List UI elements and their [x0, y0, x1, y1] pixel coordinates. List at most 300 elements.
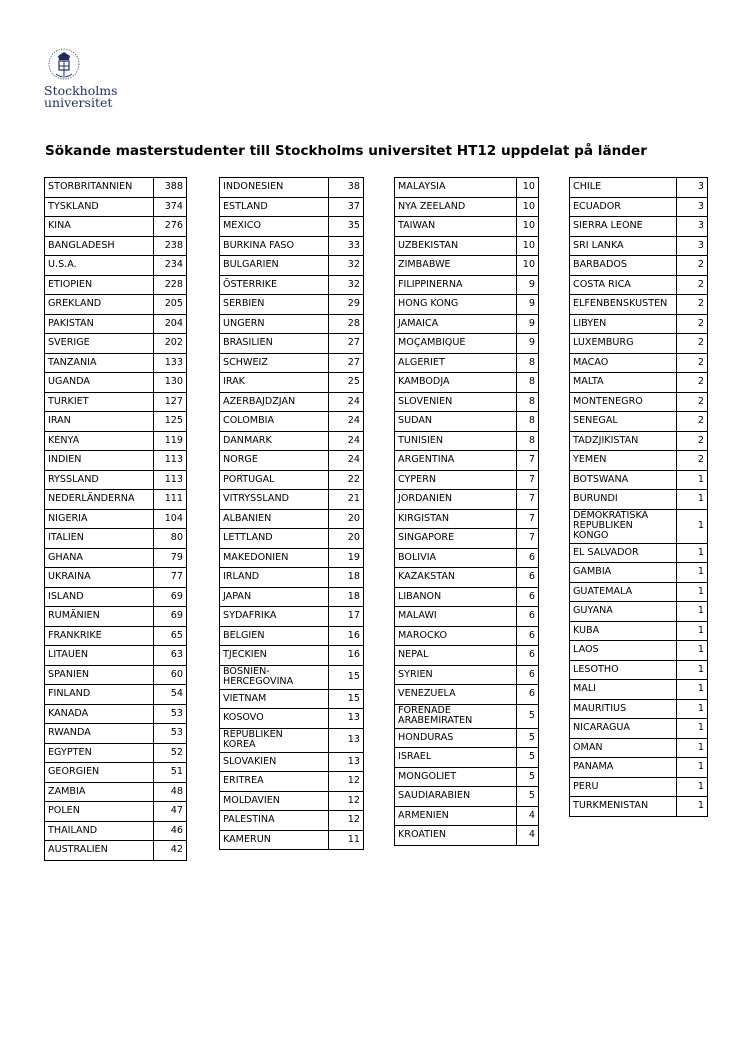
country-name: IRLAND: [220, 568, 329, 588]
country-name: LUXEMBURG: [570, 334, 677, 354]
applicant-count: 2: [677, 392, 708, 412]
country-name: UNGERN: [220, 314, 329, 334]
country-name: ZIMBABWE: [395, 256, 517, 276]
table-row: [45, 743, 187, 763]
country-name: OMAN: [570, 738, 677, 758]
country-name: ALGERIET: [395, 353, 517, 373]
applicant-count: 65: [154, 626, 187, 646]
country-name: ÖSTERRIKE: [220, 275, 329, 295]
table-row: [395, 607, 539, 627]
table-row: [45, 275, 187, 295]
table-row: [45, 373, 187, 393]
applicant-count: 18: [329, 568, 364, 588]
applicant-count: 42: [154, 841, 187, 861]
table-row: [45, 217, 187, 237]
applicant-count: 6: [517, 626, 539, 646]
country-name: MAURITIUS: [570, 699, 677, 719]
table-row: [220, 275, 364, 295]
table-row: [45, 548, 187, 568]
country-name: LESOTHO: [570, 660, 677, 680]
applicant-count: 8: [517, 431, 539, 451]
table-row: [45, 782, 187, 802]
applicant-count: 12: [329, 811, 364, 831]
table-row: [220, 509, 364, 529]
country-name: BOLIVIA: [395, 548, 517, 568]
country-table-1: [44, 177, 187, 861]
applicant-count: 204: [154, 314, 187, 334]
table-row: [220, 197, 364, 217]
applicant-count: 19: [329, 548, 364, 568]
table-row: [570, 660, 708, 680]
country-name: TJECKIEN: [220, 646, 329, 666]
table-row: [220, 490, 364, 510]
country-name: LETTLAND: [220, 529, 329, 549]
table-row: [220, 353, 364, 373]
table-row: [395, 626, 539, 646]
country-name: TYSKLAND: [45, 197, 154, 217]
table-row: [395, 275, 539, 295]
applicant-count: 20: [329, 529, 364, 549]
country-name: ETIOPIEN: [45, 275, 154, 295]
table-row: [570, 451, 708, 471]
table-row: [45, 763, 187, 783]
applicant-count: 1: [677, 797, 708, 817]
table-row: [220, 392, 364, 412]
country-name: SAUDIARABIEN: [395, 787, 517, 807]
applicant-count: 2: [677, 431, 708, 451]
table-row: [395, 529, 539, 549]
table-row: [395, 685, 539, 705]
country-name: NEPAL: [395, 646, 517, 666]
country-name: BOTSWANA: [570, 470, 677, 490]
applicant-count: 20: [329, 509, 364, 529]
table-row: [45, 197, 187, 217]
table-row: [570, 641, 708, 661]
country-name: FINLAND: [45, 685, 154, 705]
applicant-count: 113: [154, 451, 187, 471]
table-row: [395, 217, 539, 237]
country-name: RYSSLAND: [45, 470, 154, 490]
applicant-count: 1: [677, 719, 708, 739]
table-row: [395, 568, 539, 588]
country-name: LITAUEN: [45, 646, 154, 666]
country-name: INDONESIEN: [220, 178, 329, 198]
table-row: [220, 295, 364, 315]
applicant-count: 6: [517, 685, 539, 705]
table-row: [45, 314, 187, 334]
applicant-count: 79: [154, 548, 187, 568]
country-name: BOSNIEN- HERCEGOVINA: [220, 665, 329, 689]
country-table-2: [219, 177, 364, 850]
applicant-count: 1: [677, 543, 708, 563]
table-row: [395, 451, 539, 471]
applicant-count: 205: [154, 295, 187, 315]
country-name: CYPERN: [395, 470, 517, 490]
table-row: [570, 392, 708, 412]
country-name: NORGE: [220, 451, 329, 471]
country-name: LAOS: [570, 641, 677, 661]
applicant-count: 4: [517, 806, 539, 826]
table-row: [220, 236, 364, 256]
applicant-count: 69: [154, 607, 187, 627]
table-row: [220, 548, 364, 568]
applicant-count: 9: [517, 295, 539, 315]
table-row: [220, 626, 364, 646]
table-row: [570, 582, 708, 602]
country-name: NIGERIA: [45, 509, 154, 529]
page-title: Sökande masterstudenter till Stockholms universitet HT12 uppdelat på länder: [45, 143, 647, 159]
applicant-count: 3: [677, 217, 708, 237]
country-name: GAMBIA: [570, 563, 677, 583]
table-row: [220, 791, 364, 811]
applicant-count: 1: [677, 490, 708, 510]
applicant-count: 10: [517, 236, 539, 256]
applicant-count: 10: [517, 197, 539, 217]
table-row: [45, 509, 187, 529]
applicant-count: 1: [677, 738, 708, 758]
applicant-count: 2: [677, 295, 708, 315]
table-row: [220, 709, 364, 729]
table-row: [395, 548, 539, 568]
table-row: [395, 704, 539, 728]
country-name: KROATIEN: [395, 826, 517, 846]
country-name: MONTENEGRO: [570, 392, 677, 412]
country-name: GUYANA: [570, 602, 677, 622]
university-seal-icon: [44, 46, 84, 82]
country-name: SYDAFRIKA: [220, 607, 329, 627]
table-row: [570, 373, 708, 393]
country-name: FÖRENADE ARABEMIRATEN: [395, 704, 517, 728]
applicant-count: 113: [154, 470, 187, 490]
applicant-count: 27: [329, 334, 364, 354]
applicant-count: 8: [517, 373, 539, 393]
table-row: [570, 719, 708, 739]
country-name: MOÇAMBIQUE: [395, 334, 517, 354]
table-row: [45, 626, 187, 646]
applicant-count: 7: [517, 470, 539, 490]
country-table-4: [569, 177, 708, 817]
country-name: COLOMBIA: [220, 412, 329, 432]
applicant-count: 80: [154, 529, 187, 549]
country-name: KINA: [45, 217, 154, 237]
country-name: KAMBODJA: [395, 373, 517, 393]
applicant-count: 5: [517, 704, 539, 728]
table-row: [45, 665, 187, 685]
country-name: MALTA: [570, 373, 677, 393]
country-name: UGANDA: [45, 373, 154, 393]
applicant-count: 52: [154, 743, 187, 763]
table-row: [570, 699, 708, 719]
applicant-count: 2: [677, 412, 708, 432]
applicant-count: 2: [677, 256, 708, 276]
country-name: SINGAPORE: [395, 529, 517, 549]
table-row: [220, 607, 364, 627]
country-name: VIETNAM: [220, 689, 329, 709]
applicant-count: 7: [517, 509, 539, 529]
country-name: COSTA RICA: [570, 275, 677, 295]
table-row: [395, 353, 539, 373]
table-row: [395, 373, 539, 393]
applicant-count: 2: [677, 353, 708, 373]
table-row: [220, 529, 364, 549]
country-name: JORDANIEN: [395, 490, 517, 510]
country-name: KAZAKSTAN: [395, 568, 517, 588]
table-row: [220, 178, 364, 198]
country-name: HONDURAS: [395, 728, 517, 748]
table-row: [395, 470, 539, 490]
table-row: [570, 353, 708, 373]
country-name: KIRGISTAN: [395, 509, 517, 529]
country-name: ISLAND: [45, 587, 154, 607]
country-name: BURKINA FASO: [220, 236, 329, 256]
applicant-count: 18: [329, 587, 364, 607]
applicant-count: 228: [154, 275, 187, 295]
table-row: [395, 256, 539, 276]
applicant-count: 2: [677, 373, 708, 393]
country-name: SENEGAL: [570, 412, 677, 432]
table-row: [45, 490, 187, 510]
country-name: PERU: [570, 777, 677, 797]
country-name: DANMARK: [220, 431, 329, 451]
table-row: [220, 431, 364, 451]
table-row: [395, 767, 539, 787]
applicant-count: 374: [154, 197, 187, 217]
table-row: [395, 314, 539, 334]
country-name: SVERIGE: [45, 334, 154, 354]
table-row: [220, 665, 364, 689]
table-row: [220, 587, 364, 607]
applicant-count: 8: [517, 392, 539, 412]
country-name: FILIPPINERNA: [395, 275, 517, 295]
applicant-count: 1: [677, 563, 708, 583]
table-row: [395, 334, 539, 354]
table-row: [220, 646, 364, 666]
applicant-count: 16: [329, 646, 364, 666]
country-name: SLOVAKIEN: [220, 752, 329, 772]
applicant-count: 111: [154, 490, 187, 510]
applicant-count: 8: [517, 412, 539, 432]
logo-line-2: universitet: [44, 95, 113, 110]
table-row: [395, 826, 539, 846]
applicant-count: 33: [329, 236, 364, 256]
country-name: VENEZUELA: [395, 685, 517, 705]
country-name: PAKISTAN: [45, 314, 154, 334]
applicant-count: 2: [677, 334, 708, 354]
table-row: [570, 314, 708, 334]
table-row: [45, 529, 187, 549]
table-row: [45, 392, 187, 412]
country-name: MAROCKO: [395, 626, 517, 646]
country-name: GHANA: [45, 548, 154, 568]
table-row: [570, 178, 708, 198]
applicant-count: 3: [677, 236, 708, 256]
applicant-count: 127: [154, 392, 187, 412]
applicant-count: 8: [517, 353, 539, 373]
table-row: [220, 728, 364, 752]
table-row: [570, 256, 708, 276]
applicant-count: 276: [154, 217, 187, 237]
table-row: [220, 470, 364, 490]
applicant-count: 1: [677, 509, 708, 543]
table-row: [570, 431, 708, 451]
applicant-count: 6: [517, 607, 539, 627]
table-row: [220, 830, 364, 850]
table-row: [45, 841, 187, 861]
country-name: NICARAGUA: [570, 719, 677, 739]
table-row: [570, 197, 708, 217]
table-row: [45, 685, 187, 705]
country-name: ERITREA: [220, 772, 329, 792]
country-name: JAPAN: [220, 587, 329, 607]
country-name: PORTUGAL: [220, 470, 329, 490]
table-row: [220, 373, 364, 393]
country-name: ECUADOR: [570, 197, 677, 217]
applicant-count: 1: [677, 641, 708, 661]
applicant-count: 3: [677, 178, 708, 198]
table-row: [570, 509, 708, 543]
country-name: DEMOKRATISKA REPUBLIKEN KONGO: [570, 509, 677, 543]
country-name: ELFENBENSKUSTEN: [570, 295, 677, 315]
table-row: [45, 431, 187, 451]
table-row: [220, 811, 364, 831]
table-row: [395, 236, 539, 256]
applicant-count: 29: [329, 295, 364, 315]
table-row: [395, 806, 539, 826]
applicant-count: 1: [677, 602, 708, 622]
table-row: [395, 728, 539, 748]
applicant-count: 32: [329, 275, 364, 295]
country-name: LIBYEN: [570, 314, 677, 334]
country-name: THAILAND: [45, 821, 154, 841]
applicant-count: 1: [677, 660, 708, 680]
country-name: BARBADOS: [570, 256, 677, 276]
country-name: AUSTRALIEN: [45, 841, 154, 861]
table-row: [45, 607, 187, 627]
country-table-3: [394, 177, 539, 846]
table-row: [570, 295, 708, 315]
applicant-count: 10: [517, 217, 539, 237]
applicant-count: 53: [154, 724, 187, 744]
country-name: ITALIEN: [45, 529, 154, 549]
table-row: [570, 275, 708, 295]
applicant-count: 38: [329, 178, 364, 198]
applicant-count: 32: [329, 256, 364, 276]
country-name: IRAN: [45, 412, 154, 432]
applicant-count: 46: [154, 821, 187, 841]
country-name: VITRYSSLAND: [220, 490, 329, 510]
country-name: STORBRITANNIEN: [45, 178, 154, 198]
applicant-count: 35: [329, 217, 364, 237]
applicant-count: 7: [517, 490, 539, 510]
table-row: [220, 752, 364, 772]
table-row: [395, 295, 539, 315]
applicant-count: 9: [517, 314, 539, 334]
table-row: [395, 431, 539, 451]
table-row: [45, 646, 187, 666]
applicant-count: 2: [677, 314, 708, 334]
applicant-count: 24: [329, 412, 364, 432]
table-row: [570, 602, 708, 622]
table-row: [570, 680, 708, 700]
applicant-count: 1: [677, 470, 708, 490]
country-name: MOLDAVIEN: [220, 791, 329, 811]
country-name: BRASILIEN: [220, 334, 329, 354]
country-name: GEORGIEN: [45, 763, 154, 783]
applicant-count: 2: [677, 451, 708, 471]
applicant-count: 16: [329, 626, 364, 646]
applicant-count: 28: [329, 314, 364, 334]
applicant-count: 238: [154, 236, 187, 256]
applicant-count: 9: [517, 275, 539, 295]
country-name: ESTLAND: [220, 197, 329, 217]
applicant-count: 6: [517, 568, 539, 588]
country-name: BURUNDI: [570, 490, 677, 510]
applicant-count: 12: [329, 772, 364, 792]
country-name: KANADA: [45, 704, 154, 724]
applicant-count: 25: [329, 373, 364, 393]
country-name: TADZJIKISTAN: [570, 431, 677, 451]
country-name: KENYA: [45, 431, 154, 451]
applicant-count: 37: [329, 197, 364, 217]
table-row: [570, 563, 708, 583]
table-row: [395, 665, 539, 685]
table-row: [395, 748, 539, 768]
table-row: [395, 197, 539, 217]
applicant-count: 6: [517, 587, 539, 607]
table-row: [45, 256, 187, 276]
applicant-count: 10: [517, 178, 539, 198]
table-row: [45, 802, 187, 822]
table-row: [220, 689, 364, 709]
applicant-count: 47: [154, 802, 187, 822]
table-row: [570, 738, 708, 758]
country-name: SPANIEN: [45, 665, 154, 685]
table-row: [45, 451, 187, 471]
table-row: [395, 587, 539, 607]
applicant-count: 11: [329, 830, 364, 850]
country-name: MALI: [570, 680, 677, 700]
country-name: SRI LANKA: [570, 236, 677, 256]
applicant-count: 48: [154, 782, 187, 802]
country-name: MALAYSIA: [395, 178, 517, 198]
applicant-count: 6: [517, 548, 539, 568]
country-name: INDIEN: [45, 451, 154, 471]
country-name: TURKMENISTAN: [570, 797, 677, 817]
country-name: MALAWI: [395, 607, 517, 627]
applicant-count: 6: [517, 646, 539, 666]
applicant-count: 24: [329, 392, 364, 412]
applicant-count: 13: [329, 728, 364, 752]
table-row: [570, 621, 708, 641]
country-name: PANAMA: [570, 758, 677, 778]
country-name: JAMAICA: [395, 314, 517, 334]
table-row: [45, 236, 187, 256]
table-row: [570, 777, 708, 797]
country-name: MAKEDONIEN: [220, 548, 329, 568]
country-name: RWANDA: [45, 724, 154, 744]
logo-line-1: Stockholms: [44, 83, 118, 98]
country-name: ZAMBIA: [45, 782, 154, 802]
table-row: [570, 334, 708, 354]
applicant-count: 24: [329, 431, 364, 451]
applicant-count: 12: [329, 791, 364, 811]
table-row: [395, 490, 539, 510]
country-name: MONGOLIET: [395, 767, 517, 787]
applicant-count: 53: [154, 704, 187, 724]
table-row: [220, 772, 364, 792]
applicant-count: 1: [677, 699, 708, 719]
applicant-count: 1: [677, 777, 708, 797]
